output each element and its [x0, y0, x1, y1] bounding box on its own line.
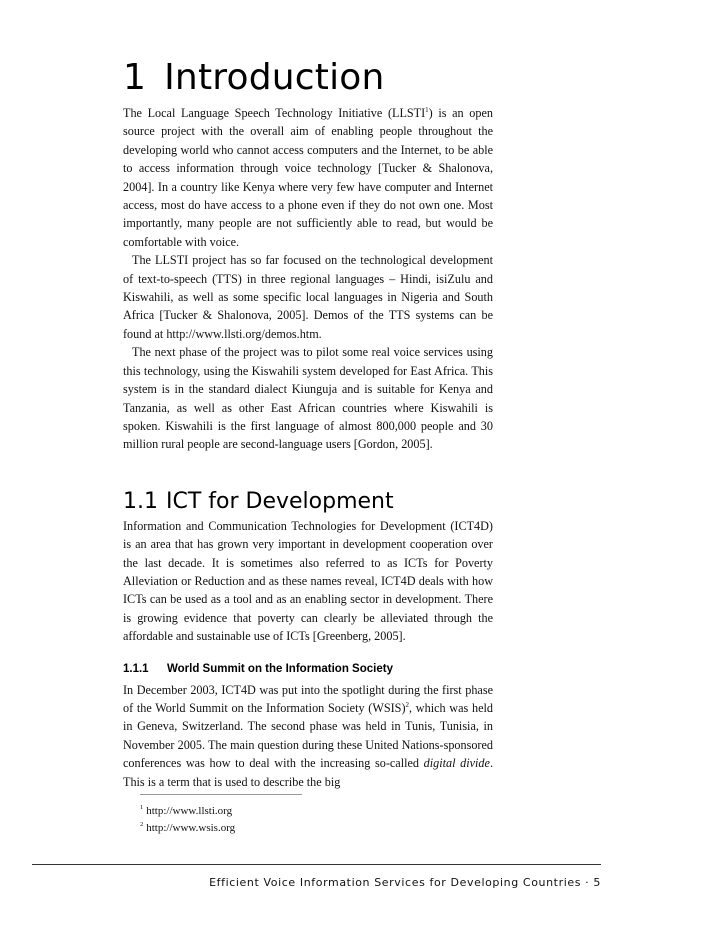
intro-p1-text-b: ) is an open source project with the overall aim of enabling people throughout the developing world who cannot access computers and the Internet, to be able to access information through voice technology [Tucker & Shalonova, 2004]. In a country like Kenya where very few have computer and Internet access, most do have access to a phone even if they do not own one. Most importantly, many people are not sufficiently able to read, but would be comfortable with voice.: [123, 106, 493, 249]
section-paragraph-1: Information and Communication Technologies for Development (ICT4D) is an area that has grown very important in development cooperation over the last decade. It is sometimes also referred to as ICTs for Poverty Alleviation or Reduction and as these names reveal, ICT4D deals with how ICTs can be used as a tool and as an enabling sector in development. There is growing evidence that poverty can clearly be alleviated through the affordable and sustainable use of ICTs [Greenberg, 2005].: [123, 518, 493, 644]
main-content: [123, 52, 493, 791]
chapter-number: 1: [123, 57, 147, 98]
sub-p1-text-c: . This is a term that is used to describe the big: [123, 756, 493, 789]
footer-title: Efficient Voice Information Services for Developing Countries: [209, 876, 582, 889]
page-footer: [0, 876, 601, 889]
footer-divider: [32, 864, 601, 865]
page-number: 5: [593, 876, 601, 889]
section-number: 1.1: [123, 488, 158, 514]
spacer: [123, 454, 493, 487]
sub-p1-text-b: , which was held in Geneva, Switzerland. The second phase was held in Tunis, Tunisia, in November 2005. The main question during these United Nations-sponsored conferences was how to deal with the increasing so-called: [123, 700, 493, 771]
section-heading: [123, 487, 493, 517]
footnote-ref-2: 2: [405, 700, 410, 709]
subsection-number: 1.1.1: [123, 662, 149, 675]
subsection-title: World Summit on the Information Society: [167, 662, 393, 675]
footer-separator: ·: [585, 876, 590, 889]
footnote-1: [140, 803, 440, 820]
intro-p1-text-a: The Local Language Speech Technology Initiative (LLSTI: [123, 106, 426, 120]
footnote-divider: [140, 794, 302, 795]
chapter-title: Introduction: [164, 57, 385, 98]
footnote-number: 1: [140, 804, 144, 811]
footnote-link[interactable]: http://www.llsti.org: [146, 805, 233, 817]
footnotes: [140, 803, 440, 837]
section-title: ICT for Development: [166, 488, 394, 514]
intro-paragraph-1: [123, 104, 493, 251]
intro-paragraph-3: The next phase of the project was to pilot some real voice services using this technology, using the Kiswahili system developed for East Africa. This system is in the standard dialect Kiunguja and is suitable for Kenya and Tanzania, as well as other East African countries where Kiswahili is spoken. Kiswahili is the first language of almost 800,000 people and 30 million rural people are second-language users [Gordon, 2005].: [123, 345, 493, 452]
footnote-ref-1: 1: [425, 106, 429, 114]
emphasis-term: digital divide: [423, 756, 490, 771]
intro-paragraph-2: The LLSTI project has so far focused on the technological development of text-to-speech (TTS) in three regional languages – Hindi, isiZulu and Kiswahili, as well as some specific local languages in Nigeria and South Africa [Tucker & Shalonova, 2005]. Demos of the TTS systems can be found at http://www.llsti.org/demos.htm.: [123, 253, 493, 341]
chapter-heading: [123, 52, 493, 104]
subsection-paragraph-1: [123, 681, 493, 791]
subsection-heading: [123, 660, 493, 678]
footnote-2: [140, 820, 440, 837]
sub-p1-text-a: In December 2003, ICT4D was put into the spotlight during the first phase of the World Summit on the Information Society (WSIS): [123, 682, 493, 715]
footnote-link[interactable]: http://www.wsis.org: [146, 822, 236, 834]
footnote-number: 2: [140, 821, 144, 828]
